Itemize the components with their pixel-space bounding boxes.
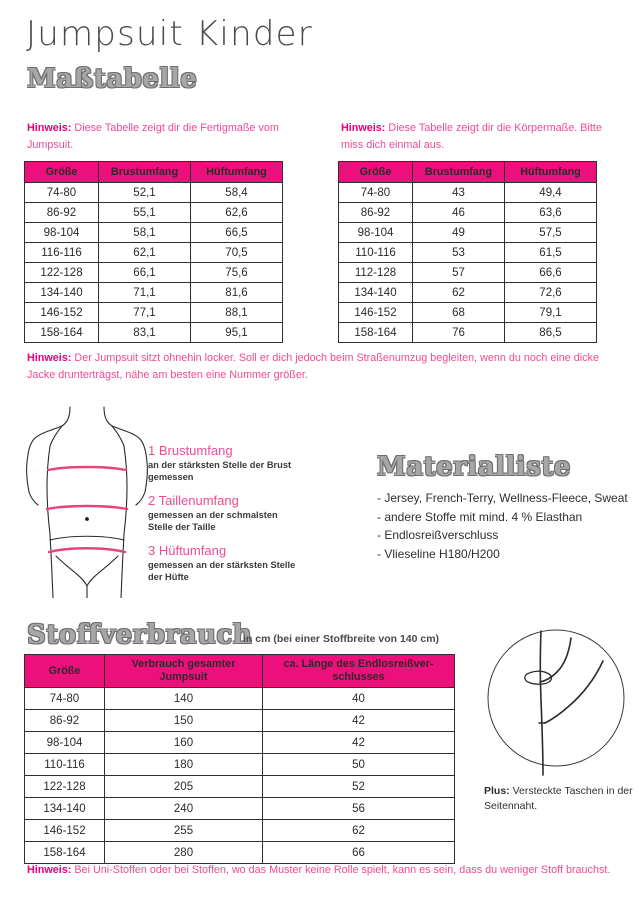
cell-size: 86-92 [25,203,99,223]
pocket-caption-text: Versteckte Taschen in der Seitennaht. [484,785,633,812]
table-row [339,323,597,343]
table-row [25,303,283,323]
stoffverbrauch-subtitle: in cm (bei einer Stoffbreite von 140 cm) [243,633,440,645]
table-row [25,798,455,820]
section-heading-materialliste: Materialliste [377,452,571,482]
left-arm-outline [27,426,62,492]
legend-description-1: an der stärksten Stelle der Brust gemessen [148,460,292,483]
cell-value: 53 [413,243,505,263]
cell-value: 240 [105,798,263,820]
cell-size: 74-80 [339,183,413,203]
waist-measurement-band [47,506,127,509]
cell-size: 146-152 [339,303,413,323]
navel-dot [85,517,89,521]
table-row [339,243,597,263]
cell-value: 58,1 [99,223,191,243]
cell-size: 74-80 [25,183,99,203]
cell-value: 280 [105,842,263,864]
cell-value: 83,1 [99,323,191,343]
pocket-diagonal-seam [545,661,603,723]
column-header-1: Verbrauch gesamter Jumpsuit [105,655,263,688]
cell-value: 75,6 [191,263,283,283]
table-row [25,323,283,343]
side-seam-line [540,631,543,775]
cell-size: 110-116 [339,243,413,263]
cell-value: 76 [413,323,505,343]
cell-value: 86,5 [505,323,597,343]
table-row [339,203,597,223]
table-header-row [25,162,283,183]
cell-value: 56 [263,798,455,820]
cell-value: 62,6 [191,203,283,223]
table-row [25,223,283,243]
detail-circle [488,630,624,766]
cell-value: 40 [263,688,455,710]
note-locker-label: Hinweis: [27,352,72,364]
note-koerpermasse-text: Diese Tabelle zeigt dir die Körpermaße. Bitte miss dich einmal aus. [341,122,602,151]
material-list [377,489,639,563]
cell-value: 140 [105,688,263,710]
cell-size: 134-140 [25,283,99,303]
material-item-4: - Vlieseline H180/H200 [377,546,500,561]
table-row [25,243,283,263]
cell-value: 49,4 [505,183,597,203]
cell-size: 86-92 [339,203,413,223]
cell-value: 72,6 [505,283,597,303]
cell-value: 57,5 [505,223,597,243]
pocket-detail-illustration [483,628,629,778]
cell-value: 62 [263,820,455,842]
note-fertigmasse [27,120,302,153]
table-row [25,263,283,283]
table-row [25,820,455,842]
table-row [25,754,455,776]
cell-value: 62,1 [99,243,191,263]
cell-value: 46 [413,203,505,223]
neck-right-line [104,407,112,426]
column-header-1: Brustumfang [413,162,505,183]
note-koerpermasse-label: Hinweis: [341,122,386,134]
table-row [25,283,283,303]
cell-size: 116-116 [25,243,99,263]
cell-value: 52,1 [99,183,191,203]
pocket-caption [484,784,634,813]
hip-measurement-band [49,548,125,552]
cell-size: 158-164 [25,842,105,864]
table-row [25,688,455,710]
table-header-row [339,162,597,183]
note-fertigmasse-label: Hinweis: [27,122,72,134]
cell-value: 180 [105,754,263,776]
note-unistoffe [27,862,627,879]
cell-value: 68 [413,303,505,323]
column-header-1: Brustumfang [99,162,191,183]
column-header-2: ca. Länge des Endlosreißver-schlusses [263,655,455,688]
cell-size: 146-152 [25,303,99,323]
cell-value: 50 [263,754,455,776]
note-unistoffe-label: Hinweis: [27,864,72,876]
torso-left-side [47,446,50,534]
measurement-legend [148,443,298,592]
cell-value: 42 [263,732,455,754]
cell-size: 74-80 [25,688,105,710]
cell-size: 86-92 [25,710,105,732]
table-header-row [25,655,455,688]
cell-size: 98-104 [25,732,105,754]
right-arm-inner [136,492,145,505]
underwear-outline [56,556,118,586]
cell-value: 71,1 [99,283,191,303]
cell-value: 62 [413,283,505,303]
note-koerpermasse [341,120,621,153]
cell-value: 66,5 [191,223,283,243]
material-item-3: - Endlosreißverschluss [377,528,499,542]
cell-value: 55,1 [99,203,191,223]
legend-description-3: gemessen an der stärksten Stelle der Hüfte [148,559,296,583]
cell-value: 66,6 [505,263,597,283]
cell-value: 70,5 [191,243,283,263]
cell-size: 98-104 [339,223,413,243]
column-header-2: Hüftumfang [191,162,283,183]
cell-size: 98-104 [25,223,99,243]
legend-title-2: 2 Taillenumfang [148,492,239,508]
cell-value: 43 [413,183,505,203]
legend-entry-1 [148,443,298,484]
legend-title-3: 3 Hüftumfang [148,542,227,558]
material-item-2: - andere Stoffe mit mind. 4 % Elasthan [377,509,583,524]
cell-value: 52 [263,776,455,798]
cell-size: 158-164 [25,323,99,343]
column-header-0: Größe [25,655,105,688]
left-arm-inner [29,492,38,505]
left-leg-outline [50,534,53,598]
cell-size: 122-128 [25,263,99,283]
cell-value: 79,1 [505,303,597,323]
pocket-caption-label: Plus: [484,785,510,797]
cell-value: 77,1 [99,303,191,323]
table-row [25,732,455,754]
table-row [25,842,455,864]
note-locker-text: Der Jumpsuit sitzt ohnehin locker. Soll er dich jedoch beim Straßenumzug begleiten, wenn du noch eine dicke Jacke drunterträgst, nähe am besten eine Nummer größer. [27,352,599,381]
cell-size: 112-128 [339,263,413,283]
right-shoulder-torso [112,426,124,446]
table-row [339,283,597,303]
table-koerpermasse [338,161,597,343]
table-row [339,303,597,323]
cell-size: 110-116 [25,754,105,776]
cell-value: 205 [105,776,263,798]
column-header-2: Hüftumfang [505,162,597,183]
table-row [339,263,597,283]
column-header-0: Größe [339,162,413,183]
cell-value: 255 [105,820,263,842]
table-row [25,710,455,732]
pocket-opening-shape [525,671,552,684]
cell-size: 122-128 [25,776,105,798]
cell-value: 58,4 [191,183,283,203]
cell-value: 63,6 [505,203,597,223]
legend-description-2: gemessen an der schmalsten Stelle der Taille [148,509,278,533]
bust-measurement-band [48,467,126,470]
cell-value: 42 [263,710,455,732]
hip-guide-line [50,536,124,540]
cell-value: 66 [263,842,455,864]
note-unistoffe-text: Bei Uni-Stoffen oder bei Stoffen, wo das Muster keine Rolle spielt, kann es sein, dass du weniger Stoff brauchst. [71,864,611,876]
cell-value: 160 [105,732,263,754]
right-leg-outline [121,534,124,598]
table-row [339,183,597,203]
material-item-1: - Jersey, French-Terry, Wellness-Fleece, Sweat [377,491,628,505]
cell-value: 49 [413,223,505,243]
table-fertigmasse [24,161,283,343]
cell-value: 88,1 [191,303,283,323]
legend-title-1: 1 Brustumfang [148,443,233,458]
cell-value: 81,6 [191,283,283,303]
table-row [25,776,455,798]
table-row [25,203,283,223]
table-stoffverbrauch [24,654,455,864]
cell-size: 134-140 [25,798,105,820]
pocket-top-curve [540,638,571,682]
section-heading-masstabelle: Maßtabelle [27,64,198,94]
torso-right-side [124,446,127,534]
cell-value: 150 [105,710,263,732]
table-row [25,183,283,203]
section-heading-stoffverbrauch: Stoffverbrauch [27,620,253,650]
body-measurement-figure [26,406,148,598]
cell-value: 57 [413,263,505,283]
cell-size: 158-164 [339,323,413,343]
page-title: Jumpsuit Kinder [26,14,313,54]
neck-left-line [62,407,70,426]
cell-value: 61,5 [505,243,597,263]
cell-value: 66,1 [99,263,191,283]
left-shoulder-torso [50,426,62,446]
right-arm-outline [112,426,147,492]
column-header-0: Größe [25,162,99,183]
note-fertigmasse-text: Diese Tabelle zeigt dir die Fertigmaße vom Jumpsuit. [27,122,279,151]
legend-entry-3 [148,543,298,584]
note-locker [27,350,617,383]
legend-entry-2 [148,493,298,534]
cell-size: 134-140 [339,283,413,303]
cell-value: 95,1 [191,323,283,343]
cell-size: 146-152 [25,820,105,842]
table-row [339,223,597,243]
